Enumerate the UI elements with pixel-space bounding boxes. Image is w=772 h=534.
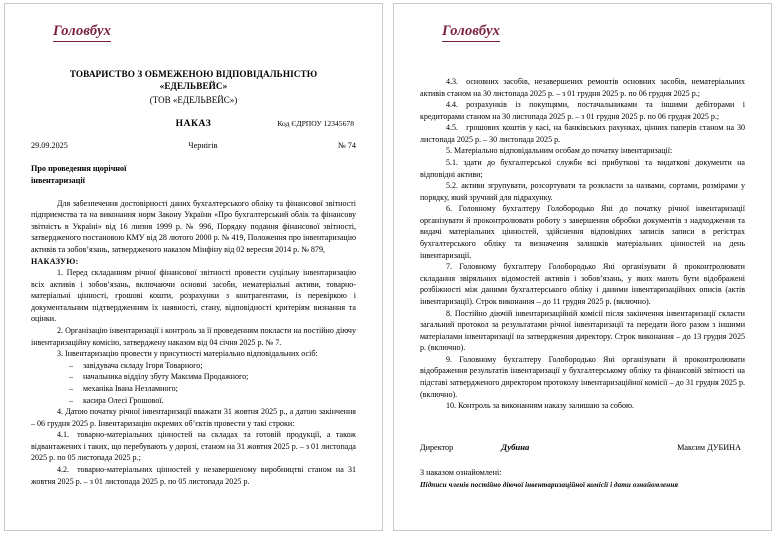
subject-line-1: Про проведення щорічної xyxy=(31,163,127,173)
responsible-persons-list xyxy=(31,360,356,406)
edrpou-code: Код ЄДРПОУ 12345678 xyxy=(277,118,354,128)
document-date: 29.09.2025 xyxy=(31,140,68,150)
document-body-left xyxy=(31,198,356,487)
organization-title-line1: ТОВАРИСТВО З ОБМЕЖЕНОЮ ВІДПОВІДАЛЬНІСТЮ xyxy=(69,68,318,79)
document-body-right xyxy=(420,76,745,412)
order-item-9: 9. Головному бухгалтеру Голобородько Яні організувати й проконтролювати відображення результатів інвентаризації у бухгалтерському обліку та фінансовій звітності на підставі затвердженого директором протоколу інвентаризаційної комісії – до 31 грудня 2025 р. (включно). xyxy=(420,354,745,399)
list-item: – начальника відділу збуту Максима Продажного; xyxy=(31,371,356,383)
order-item-5: 5. Матеріально відповідальним особам до початку інвентаризації: xyxy=(446,146,673,156)
order-item-8: 8. Постійно діючій інвентаризаційній комісії після закінчення інвентаризації скласти загальний протокол за результатами річної інвентаризації та передати його разом з іншими матеріалами інвентаризації на затвердження директору. Строк виконання – до 13 грудня 2025 р. (включно). xyxy=(420,308,745,353)
list-item: – касира Олесі Грошової. xyxy=(31,395,356,407)
order-item-7: 7. Головному бухгалтеру Голобородько Яні організувати й проконтролювати складання звіряльних відомостей активів і зобов’язань, у яких мають бути відображені розбіжності між даними бухгалтерського обліку і даними інвентаризаційних описів (актів інвентаризації). Строк виконання – до 11 грудня 2025 р. (включно). xyxy=(420,262,745,306)
acknowledgement-title: З наказом ознайомлені: xyxy=(420,467,502,477)
order-item-10: 10. Контроль за виконанням наказу залишаю за собою. xyxy=(446,401,635,411)
document-number: № 74 xyxy=(337,140,356,150)
order-item-4-5: 4.5. грошових коштів у касі, на банківських рахунках, цінних паперів станом на 30 листопада 2025 р. – 30 листопада 2025 р. xyxy=(420,123,745,144)
document-meta-row xyxy=(31,141,356,150)
signature-row xyxy=(420,442,745,452)
document-type-heading: НАКАЗ xyxy=(175,118,212,129)
order-item-6: 6. Головному бухгалтеру Голобородько Яні до початку річної інвентаризації організувати й проконтролювати роботу з завершення обробки документів з надходження та видачі матеріальних цінностей, здійснення відповідних записів записи в регістрах бухгалтерського обліку та визначення залишків матеріальних цінностей на день інвентаризації. xyxy=(420,204,745,260)
order-item-2: 2. Організацію інвентаризації і контроль за її проведенням покласти на постійно діючу інвентаризаційну комісію, затверджену наказом від 04 січня 2025 р. № 7. xyxy=(31,326,356,347)
signature-full-name: Максим ДУБИНА xyxy=(677,442,741,452)
signature-handwriting: Дубина xyxy=(501,441,530,452)
organization-title-line2: «ЕДЕЛЬВЕЙС» xyxy=(159,81,228,92)
subject-line-2: інвентаризації xyxy=(31,175,85,185)
brand-header-right xyxy=(420,22,745,42)
list-item: – завідувача складу Ігоря Товарного; xyxy=(31,360,356,372)
signature-role: Директор xyxy=(420,442,454,452)
brand-header xyxy=(31,22,356,42)
order-item-5-1: 5.1. здати до бухгалтерської служби всі прибуткові та видаткові документи на відповідні активи; xyxy=(420,157,745,179)
order-item-5-2: 5.2. активи згрупувати, розсортувати та розкласти за назвами, сортами, розмірами у порядку, який зручний для підрахунку. xyxy=(420,181,745,202)
document-city: Чернігів xyxy=(188,140,218,150)
golovbuh-logo: Головбух xyxy=(53,24,111,42)
acknowledgement-note: Підписи членів постійно діючої інвентаризаційної комісії і дати ознайомлення xyxy=(420,480,679,489)
organization-short-name: (ТОВ «ЕДЕЛЬВЕЙС») xyxy=(149,94,238,105)
order-item-4-4: 4.4. розрахунків із покупцями, постачальниками та іншими дебіторами і кредиторами станом на 30 листопада 2025 р. – з 01 грудня 2025 р. по 06 грудня 2025 р.; xyxy=(420,100,745,121)
document-subject xyxy=(31,163,191,187)
document-page-left xyxy=(4,3,383,531)
order-item-4-2: 4.2. товарно-матеріальних цінностей у незавершеному виробництві станом на 31 жовтня 2025 р. – з 01 листопада 2025 р. по 05 листопада 2025 р. xyxy=(31,465,356,486)
order-keyword: НАКАЗУЮ: xyxy=(31,256,79,266)
list-item: – механіка Івана Незламного; xyxy=(31,383,356,395)
document-page-right xyxy=(393,3,772,531)
golovbuh-logo: Головбух xyxy=(442,24,500,42)
order-item-4-3: 4.3. основних засобів, незавершених ремонтів основних засобів, нематеріальних активів станом на 30 листопада 2025 р. – з 01 грудня 2025 р. по 06 грудня 2025 р.; xyxy=(420,76,745,98)
order-item-4-1: 4.1. товарно-матеріальних цінностей на складах та готовій продукції, а також відвантажених і таких, що перебувають у дорозі, станом на 31 жовтня 2025 р. – з 01 листопада 2025 р. по 05 листопада 2025 р.; xyxy=(31,430,356,463)
preamble-paragraph: Для забезпечення достовірності даних бухгалтерського обліку та фінансової звітності підприємства та на виконання норм Закону України «Про бухгалтерський облік та фінансову звітність в Україні» від 16 липня 1999 р. № 996, Порядку подання фінансової звітності, затвердженого постановою КМУ від 28 лютого 2000 р. № 419, Положення про інвентаризацію активів та зобов’язань, затвердженого наказом Мінфіну від 02 вересня 2014 р. № 879, xyxy=(31,198,356,255)
order-item-1: 1. Перед складанням річної фінансової звітності провести суцільну інвентаризацію всіх активів і зобов’язань, включаючи основні засоби, нематеріальні активи, товарно-матеріальні цінності, грошові кошти, розрахунки з контрагентами, із перевіркою і документальним підтвердженням їх наявності, стану, відповідності критеріям визнання та оцінки. xyxy=(31,268,356,324)
order-item-4: 4. Датою початку річної інвентаризації вважати 31 жовтня 2025 р., а датою закінчення – 06 грудня 2025 р. Інвентаризацію окремих об’єктів провести у такі строки: xyxy=(31,407,356,428)
order-item-3: 3. Інвентаризацію провести у присутності матеріально відповідальних осіб: xyxy=(57,349,318,359)
